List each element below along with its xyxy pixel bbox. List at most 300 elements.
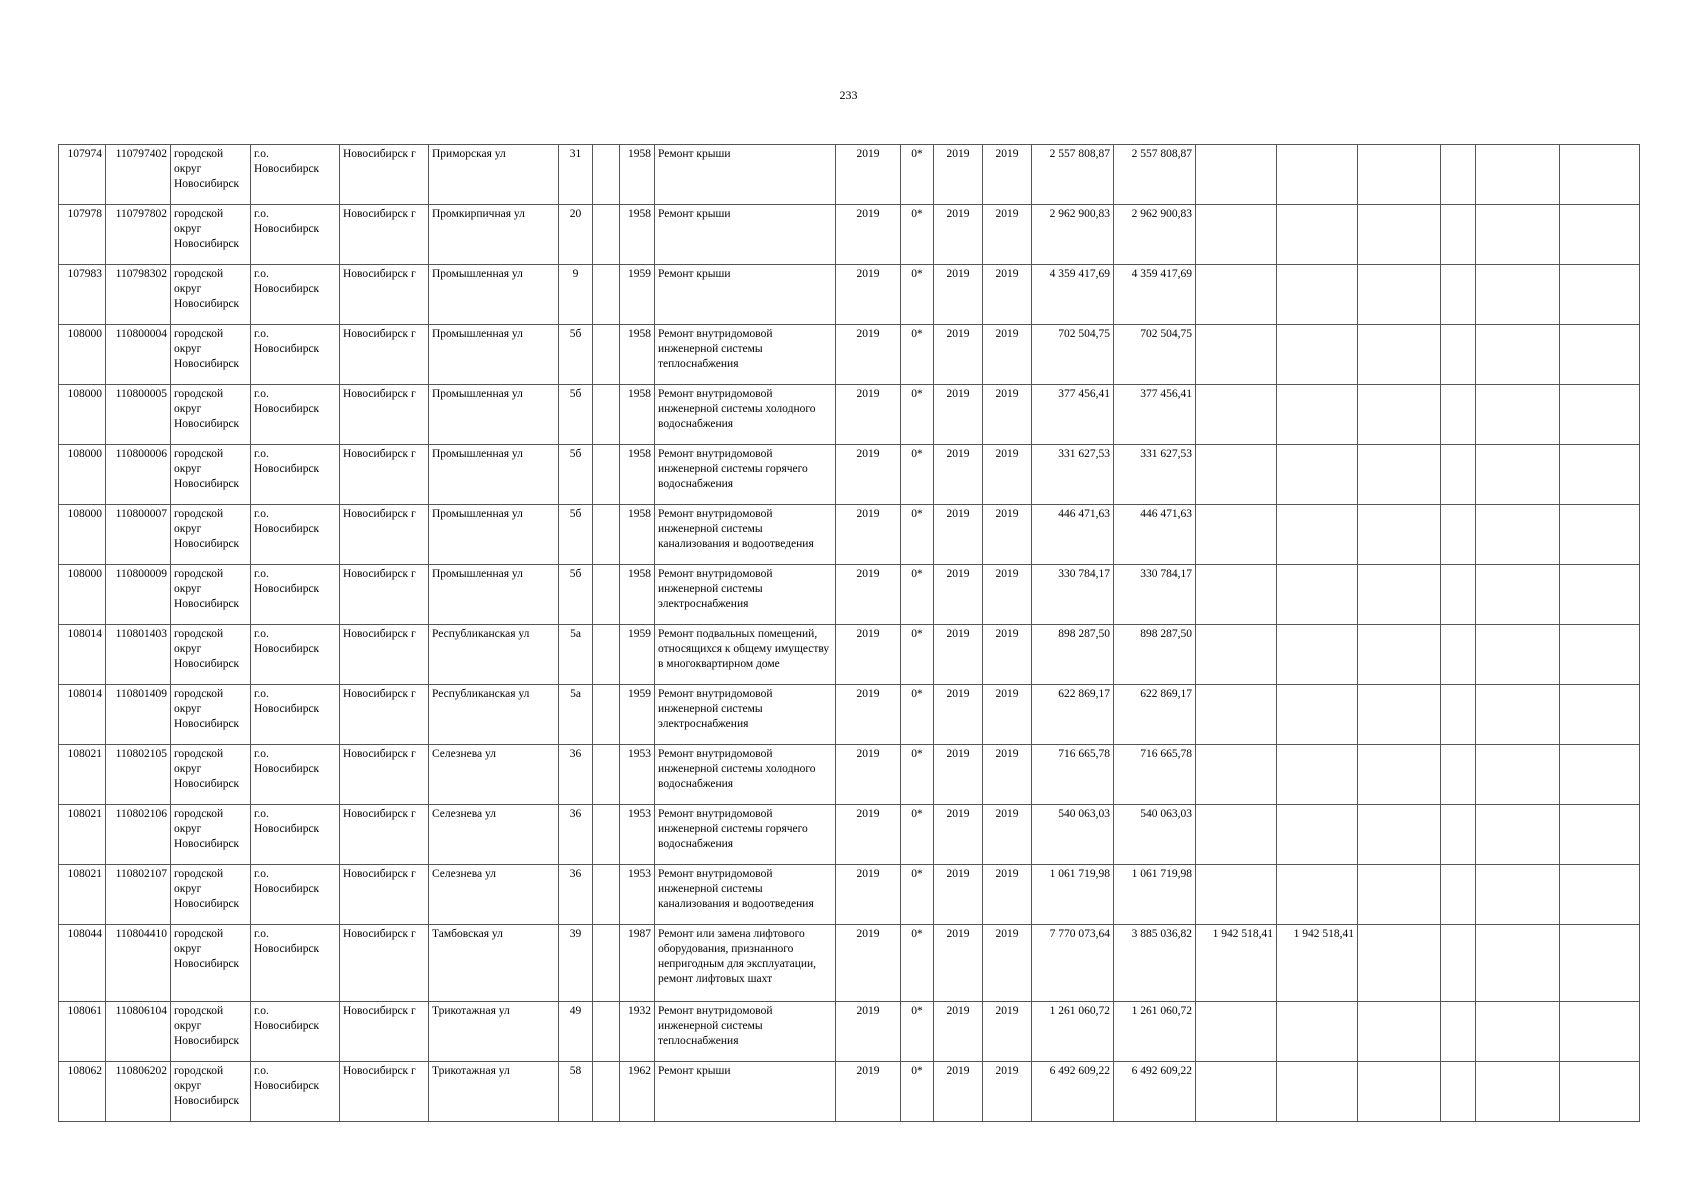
table-cell [1560, 325, 1640, 385]
table-cell: 377 456,41 [1032, 385, 1114, 445]
table-cell: 36 [559, 865, 593, 925]
table-cell: городской округ Новосибирск [171, 745, 251, 805]
table-cell: 2019 [934, 385, 983, 445]
table-cell: 110802105 [106, 745, 171, 805]
table-cell: 0* [901, 925, 934, 1002]
table-cell: 2019 [983, 925, 1032, 1002]
table-cell [1277, 205, 1358, 265]
table-cell [1441, 1002, 1476, 1062]
table-cell: 0* [901, 565, 934, 625]
table-cell: 49 [559, 1002, 593, 1062]
table-cell [1441, 745, 1476, 805]
table-cell: 716 665,78 [1114, 745, 1196, 805]
table-cell: 108062 [59, 1062, 106, 1122]
table-cell: 7 770 073,64 [1032, 925, 1114, 1002]
table-cell [1560, 385, 1640, 445]
table-cell: 1953 [620, 745, 655, 805]
table-cell [1476, 685, 1560, 745]
table-cell: 0* [901, 865, 934, 925]
table-cell: 2019 [836, 745, 901, 805]
table-row [59, 565, 1640, 625]
table-cell [1476, 505, 1560, 565]
table-cell: Ремонт внутридомовой инженерной системы холодного водоснабжения [655, 745, 836, 805]
table-cell [1476, 205, 1560, 265]
table-cell [1196, 625, 1277, 685]
table-cell: Ремонт внутридомовой инженерной системы теплоснабжения [655, 325, 836, 385]
table-cell: Ремонт крыши [655, 205, 836, 265]
table-cell: 1959 [620, 685, 655, 745]
table-cell [1560, 1002, 1640, 1062]
table-cell [593, 1062, 620, 1122]
table-cell [1476, 1062, 1560, 1122]
table-cell: 110800005 [106, 385, 171, 445]
table-cell [593, 745, 620, 805]
table-cell: Новосибирск г [340, 925, 429, 1002]
table-cell: 1958 [620, 565, 655, 625]
table-cell [1560, 445, 1640, 505]
table-cell: городской округ Новосибирск [171, 1062, 251, 1122]
table-cell [1277, 385, 1358, 445]
table-cell: городской округ Новосибирск [171, 445, 251, 505]
table-cell [1560, 865, 1640, 925]
table-cell [1441, 505, 1476, 565]
table-cell: Трикотажная ул [429, 1002, 559, 1062]
table-cell: Новосибирск г [340, 745, 429, 805]
table-cell: Промышленная ул [429, 565, 559, 625]
table-cell: 377 456,41 [1114, 385, 1196, 445]
table-cell: г.о. Новосибирск [251, 505, 340, 565]
table-cell: Новосибирск г [340, 205, 429, 265]
table-cell: 36 [559, 745, 593, 805]
table-cell [593, 205, 620, 265]
table-cell [1358, 445, 1441, 505]
table-cell: Республиканская ул [429, 685, 559, 745]
table-cell [1196, 265, 1277, 325]
table-cell: 1958 [620, 325, 655, 385]
table-cell: 331 627,53 [1114, 445, 1196, 505]
table-cell: 0* [901, 325, 934, 385]
table-cell: 1958 [620, 145, 655, 205]
table-cell: 108000 [59, 325, 106, 385]
table-cell [1358, 205, 1441, 265]
table-cell [1560, 265, 1640, 325]
table-cell: Ремонт внутридомовой инженерной системы горячего водоснабжения [655, 445, 836, 505]
table-cell: г.о. Новосибирск [251, 205, 340, 265]
table-cell: Ремонт внутридомовой инженерной системы электроснабжения [655, 685, 836, 745]
table-cell: 2019 [934, 1002, 983, 1062]
table-cell: 0* [901, 385, 934, 445]
table-cell: 6 492 609,22 [1032, 1062, 1114, 1122]
table-cell: Ремонт крыши [655, 265, 836, 325]
table-cell: 2019 [836, 145, 901, 205]
table-cell: 622 869,17 [1032, 685, 1114, 745]
table-cell: 108044 [59, 925, 106, 1002]
table-row [59, 265, 1640, 325]
table-cell [1441, 1062, 1476, 1122]
table-cell: 110802107 [106, 865, 171, 925]
table-cell: г.о. Новосибирск [251, 565, 340, 625]
table-cell: 110797402 [106, 145, 171, 205]
table-row [59, 805, 1640, 865]
table-cell [1476, 1002, 1560, 1062]
table-cell [593, 445, 620, 505]
table-cell [1358, 865, 1441, 925]
table-cell: 2019 [934, 565, 983, 625]
table-cell: 110802106 [106, 805, 171, 865]
table-cell [1560, 1062, 1640, 1122]
table-cell: городской округ Новосибирск [171, 265, 251, 325]
table-cell [1358, 805, 1441, 865]
table-cell: 108000 [59, 445, 106, 505]
table-row [59, 325, 1640, 385]
table-cell: 2019 [983, 265, 1032, 325]
table-cell [1277, 445, 1358, 505]
table-cell: 1 942 518,41 [1277, 925, 1358, 1002]
table-cell: Новосибирск г [340, 145, 429, 205]
table-cell: 2019 [934, 1062, 983, 1122]
table-cell: 2019 [983, 205, 1032, 265]
table-cell: 110806104 [106, 1002, 171, 1062]
table-cell: 702 504,75 [1032, 325, 1114, 385]
table-cell [1560, 205, 1640, 265]
table-cell: 1 261 060,72 [1032, 1002, 1114, 1062]
table-cell [1196, 565, 1277, 625]
table-cell: 2019 [836, 1062, 901, 1122]
table-cell: городской округ Новосибирск [171, 325, 251, 385]
table-cell [593, 805, 620, 865]
table-cell [1277, 505, 1358, 565]
table-cell [1277, 565, 1358, 625]
table-cell: 898 287,50 [1114, 625, 1196, 685]
table-row [59, 685, 1640, 745]
table-cell: 0* [901, 505, 934, 565]
table-cell: Новосибирск г [340, 445, 429, 505]
table-row [59, 205, 1640, 265]
table-cell: 702 504,75 [1114, 325, 1196, 385]
table-cell: 2019 [836, 805, 901, 865]
table-cell: 2019 [836, 625, 901, 685]
table-cell: 20 [559, 205, 593, 265]
table-cell [1358, 565, 1441, 625]
table-cell: г.о. Новосибирск [251, 805, 340, 865]
table-cell [1441, 325, 1476, 385]
table-cell [1196, 205, 1277, 265]
table-cell: 108014 [59, 625, 106, 685]
table-cell: 2 962 900,83 [1032, 205, 1114, 265]
table-cell: г.о. Новосибирск [251, 745, 340, 805]
table-cell: 1932 [620, 1002, 655, 1062]
table-cell: городской округ Новосибирск [171, 385, 251, 445]
table-cell: 0* [901, 685, 934, 745]
table-cell: г.о. Новосибирск [251, 445, 340, 505]
table-cell [1560, 925, 1640, 1002]
table-cell [593, 685, 620, 745]
table-cell: Селезнева ул [429, 865, 559, 925]
table-cell [1358, 625, 1441, 685]
table-cell [1196, 445, 1277, 505]
table-cell [1476, 625, 1560, 685]
table-cell [593, 865, 620, 925]
table-cell [1358, 685, 1441, 745]
table-cell: Ремонт внутридомовой инженерной системы горячего водоснабжения [655, 805, 836, 865]
table-cell: 2019 [934, 205, 983, 265]
table-cell: 0* [901, 1002, 934, 1062]
table-cell: 108000 [59, 385, 106, 445]
table-cell: 1958 [620, 205, 655, 265]
table-cell [1277, 325, 1358, 385]
table-cell: 108000 [59, 505, 106, 565]
table-cell [593, 505, 620, 565]
table-cell: г.о. Новосибирск [251, 385, 340, 445]
table-cell [1441, 925, 1476, 1002]
table-cell [1277, 1062, 1358, 1122]
table-cell: 2019 [934, 145, 983, 205]
table-cell: 107978 [59, 205, 106, 265]
table-cell: 108061 [59, 1002, 106, 1062]
table-cell: Ремонт внутридомовой инженерной системы канализования и водоотведения [655, 865, 836, 925]
table-cell: Республиканская ул [429, 625, 559, 685]
table-cell: 5б [559, 565, 593, 625]
table-cell [1476, 865, 1560, 925]
table-cell: 1953 [620, 865, 655, 925]
table-cell: 1 061 719,98 [1032, 865, 1114, 925]
table-cell: 2019 [836, 865, 901, 925]
table-cell [1560, 805, 1640, 865]
table-cell: Промышленная ул [429, 385, 559, 445]
table-cell: 1 942 518,41 [1196, 925, 1277, 1002]
table-cell [1560, 505, 1640, 565]
table-cell: 330 784,17 [1032, 565, 1114, 625]
table-cell [1358, 745, 1441, 805]
table-cell [1476, 445, 1560, 505]
table-cell: 2019 [934, 505, 983, 565]
table-cell: 110801409 [106, 685, 171, 745]
table-cell: 2019 [836, 925, 901, 1002]
table-cell [1476, 805, 1560, 865]
table-cell: 4 359 417,69 [1114, 265, 1196, 325]
table-cell [593, 1002, 620, 1062]
table-cell: Трикотажная ул [429, 1062, 559, 1122]
table-cell: 1959 [620, 625, 655, 685]
table-cell [1560, 685, 1640, 745]
table-cell: 2019 [934, 685, 983, 745]
table-cell [1560, 745, 1640, 805]
table-cell: 3 885 036,82 [1114, 925, 1196, 1002]
table-cell [1196, 145, 1277, 205]
table-cell: 540 063,03 [1114, 805, 1196, 865]
table-cell [1560, 565, 1640, 625]
table-cell [1441, 625, 1476, 685]
table-cell: 1958 [620, 445, 655, 505]
table-cell: г.о. Новосибирск [251, 1062, 340, 1122]
table-cell: 108014 [59, 685, 106, 745]
table-row [59, 145, 1640, 205]
table-cell: Селезнева ул [429, 805, 559, 865]
table-cell: городской округ Новосибирск [171, 505, 251, 565]
table-cell [1196, 805, 1277, 865]
table-cell: Новосибирск г [340, 1002, 429, 1062]
table-cell: 9 [559, 265, 593, 325]
table-cell: 2019 [836, 205, 901, 265]
table-cell: 2019 [983, 1062, 1032, 1122]
table-cell: 0* [901, 145, 934, 205]
table-cell [593, 385, 620, 445]
table-cell: Промышленная ул [429, 325, 559, 385]
table-cell: 2019 [934, 265, 983, 325]
table-cell: Ремонт внутридомовой инженерной системы электроснабжения [655, 565, 836, 625]
table-cell: 0* [901, 745, 934, 805]
table-cell [1277, 805, 1358, 865]
table-cell: 1962 [620, 1062, 655, 1122]
table-cell [1476, 385, 1560, 445]
table-cell: 110798302 [106, 265, 171, 325]
table-cell [1476, 325, 1560, 385]
table-cell: 1987 [620, 925, 655, 1002]
table-cell: Новосибирск г [340, 265, 429, 325]
table-row [59, 1062, 1640, 1122]
table-cell: Ремонт внутридомовой инженерной системы холодного водоснабжения [655, 385, 836, 445]
table-cell: Новосибирск г [340, 1062, 429, 1122]
table-cell: 2019 [983, 1002, 1032, 1062]
table-cell: 2019 [836, 325, 901, 385]
table-cell: 2019 [983, 325, 1032, 385]
table-cell [593, 325, 620, 385]
table-cell: Промышленная ул [429, 505, 559, 565]
table-cell: городской округ Новосибирск [171, 145, 251, 205]
table-cell: 2 557 808,87 [1114, 145, 1196, 205]
table-cell: 2019 [983, 685, 1032, 745]
table-cell: городской округ Новосибирск [171, 1002, 251, 1062]
table-cell [1358, 385, 1441, 445]
table-cell: 2019 [934, 745, 983, 805]
table-cell [1277, 625, 1358, 685]
table-cell: Промышленная ул [429, 265, 559, 325]
table-row [59, 925, 1640, 1002]
table-cell [1196, 505, 1277, 565]
table-cell [1358, 505, 1441, 565]
table-cell: 110806202 [106, 1062, 171, 1122]
table-cell: Новосибирск г [340, 385, 429, 445]
table-cell [593, 925, 620, 1002]
table-cell: 108021 [59, 805, 106, 865]
table-cell: 2019 [983, 625, 1032, 685]
table-cell [1441, 565, 1476, 625]
table-cell [1560, 625, 1640, 685]
table-cell: городской округ Новосибирск [171, 685, 251, 745]
table-cell [1358, 1002, 1441, 1062]
table-cell: Ремонт крыши [655, 1062, 836, 1122]
table-cell [1358, 1062, 1441, 1122]
table-cell: Промышленная ул [429, 445, 559, 505]
table-cell [1560, 145, 1640, 205]
table-cell: 110800004 [106, 325, 171, 385]
table-cell: 1 061 719,98 [1114, 865, 1196, 925]
table-cell: 2019 [934, 625, 983, 685]
table-cell: 2019 [983, 445, 1032, 505]
table-cell: 2019 [836, 385, 901, 445]
table-cell: 110797802 [106, 205, 171, 265]
table-cell: 5а [559, 685, 593, 745]
table-cell: Новосибирск г [340, 565, 429, 625]
table-cell [1441, 265, 1476, 325]
table-cell [1441, 385, 1476, 445]
table-cell: 2019 [836, 265, 901, 325]
table-cell: г.о. Новосибирск [251, 685, 340, 745]
table-cell: Тамбовская ул [429, 925, 559, 1002]
table-row [59, 745, 1640, 805]
table-cell: 331 627,53 [1032, 445, 1114, 505]
table-cell: г.о. Новосибирск [251, 145, 340, 205]
table-cell [1196, 1002, 1277, 1062]
table-cell [593, 265, 620, 325]
table-cell: 0* [901, 805, 934, 865]
table-row [59, 865, 1640, 925]
table-cell: 5б [559, 445, 593, 505]
table-cell: 31 [559, 145, 593, 205]
table-cell: Приморская ул [429, 145, 559, 205]
table-cell [1277, 685, 1358, 745]
table-row [59, 505, 1640, 565]
table-cell: городской округ Новосибирск [171, 805, 251, 865]
table-cell: 2019 [983, 745, 1032, 805]
table-cell [1196, 1062, 1277, 1122]
table-cell: 58 [559, 1062, 593, 1122]
table-cell [1196, 325, 1277, 385]
table-cell: 2019 [983, 865, 1032, 925]
table-cell [1476, 565, 1560, 625]
table-cell: 2019 [983, 505, 1032, 565]
table-cell: г.о. Новосибирск [251, 925, 340, 1002]
table-cell: г.о. Новосибирск [251, 1002, 340, 1062]
table-cell [1441, 205, 1476, 265]
table-cell [1277, 745, 1358, 805]
table-cell [1358, 925, 1441, 1002]
table-cell: Ремонт внутридомовой инженерной системы теплоснабжения [655, 1002, 836, 1062]
table-cell: г.о. Новосибирск [251, 325, 340, 385]
table-cell: городской округ Новосибирск [171, 865, 251, 925]
table-cell: 2019 [934, 805, 983, 865]
table-cell [1441, 685, 1476, 745]
table-cell: 1959 [620, 265, 655, 325]
table-cell [1196, 685, 1277, 745]
table-cell: 1 261 060,72 [1114, 1002, 1196, 1062]
table-cell: г.о. Новосибирск [251, 625, 340, 685]
table-cell: 0* [901, 265, 934, 325]
table-cell [1441, 145, 1476, 205]
table-row [59, 1002, 1640, 1062]
table-cell: 107983 [59, 265, 106, 325]
table-cell: 2019 [934, 925, 983, 1002]
table-cell: 2019 [983, 805, 1032, 865]
table-cell [1441, 805, 1476, 865]
table-cell [1441, 445, 1476, 505]
table-cell: 0* [901, 205, 934, 265]
table-cell: 898 287,50 [1032, 625, 1114, 685]
table-cell: Ремонт внутридомовой инженерной системы канализования и водоотведения [655, 505, 836, 565]
table-cell: 2019 [983, 385, 1032, 445]
table-cell: 330 784,17 [1114, 565, 1196, 625]
table-cell: Новосибирск г [340, 805, 429, 865]
table-cell [1358, 325, 1441, 385]
table-cell: г.о. Новосибирск [251, 265, 340, 325]
table-cell: Ремонт подвальных помещений, относящихся к общему имуществу в многоквартирном доме [655, 625, 836, 685]
table-cell [1358, 145, 1441, 205]
table-cell: 5б [559, 325, 593, 385]
table-cell: городской округ Новосибирск [171, 625, 251, 685]
table-cell [1476, 925, 1560, 1002]
table-cell: 110801403 [106, 625, 171, 685]
table-cell: 2019 [983, 565, 1032, 625]
